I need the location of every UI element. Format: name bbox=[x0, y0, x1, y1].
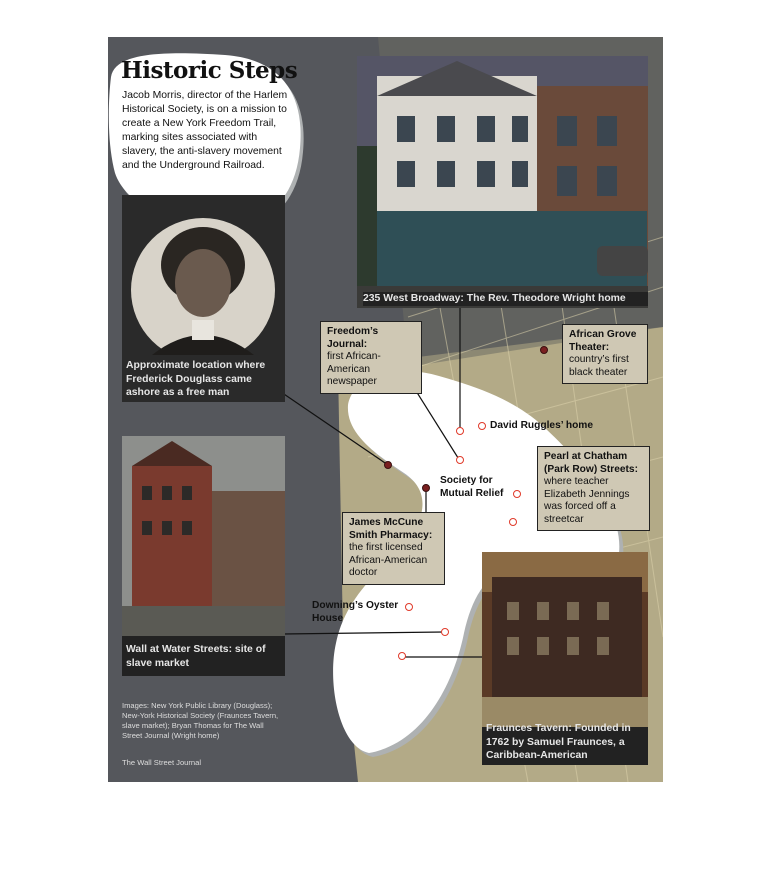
pin-pearl-chatham[interactable] bbox=[509, 518, 517, 526]
callout-freedoms-journal-text: first African-American newspaper bbox=[327, 351, 381, 387]
caption-wright-home: 235 West Broadway: The Rev. Theodore Wright home bbox=[363, 292, 648, 306]
portrait-illustration bbox=[122, 195, 285, 355]
callout-pearl-chatham bbox=[537, 446, 650, 531]
label-ruggles: David Ruggles’ home bbox=[490, 420, 594, 431]
pin-slave-market[interactable] bbox=[441, 628, 449, 636]
pin-society[interactable] bbox=[513, 490, 521, 498]
pin-mccune-smith[interactable] bbox=[422, 484, 430, 492]
graphic bbox=[108, 37, 663, 782]
caption-douglass: Approximate location where Frederick Douglass came ashore as a free man bbox=[126, 360, 266, 398]
pin-wright-home[interactable] bbox=[456, 427, 464, 435]
callout-african-grove-text: country’s first black theater bbox=[569, 354, 629, 378]
label-society: Society for Mutual Relief bbox=[440, 475, 504, 499]
photo-fraunces bbox=[482, 552, 648, 765]
caption-fraunces: Fraunces Tavern: Founded in 1762 by Samuel Fraunces, a Caribbean-American bbox=[486, 723, 631, 761]
photo-douglass bbox=[122, 195, 285, 402]
tavern-illustration bbox=[482, 552, 648, 727]
callout-mccune-text: the first licensed African-American doctor bbox=[349, 542, 428, 578]
callout-freedoms-journal bbox=[320, 321, 422, 394]
callout-pearl-text: where teacher Elizabeth Jennings was forced off a streetcar bbox=[544, 476, 630, 525]
pin-african-grove[interactable] bbox=[540, 346, 548, 354]
street-illustration bbox=[122, 436, 285, 636]
label-downing: Downing’s Oyster House bbox=[312, 600, 399, 624]
caption-slave-market: Wall at Water Streets: site of slave market bbox=[126, 644, 266, 669]
intro-text: Jacob Morris, director of the Harlem Historical Society, is on a mission to create a New York Freedom Trail, marking sites associated with slavery, the anti-slavery movement and the Underground Railroad. bbox=[122, 90, 288, 171]
pin-fraunces[interactable] bbox=[398, 652, 406, 660]
building-illustration bbox=[357, 56, 648, 308]
image-credits: Images: New York Public Library (Douglass); New-York Historical Society (Fraunces Tavern, slave market); Bryan Thomas for The Wall Street Journal (Wright home) bbox=[122, 701, 279, 740]
callout-pearl-title: Pearl at Chatham (Park Row) Streets: bbox=[544, 451, 638, 475]
callout-mccune-smith bbox=[342, 512, 445, 585]
callout-freedoms-journal-title: Freedom’s Journal: bbox=[327, 326, 379, 350]
pin-douglass[interactable] bbox=[384, 461, 392, 469]
source-credit: The Wall Street Journal bbox=[122, 758, 202, 767]
photo-slave-market bbox=[122, 436, 285, 676]
pin-ruggles[interactable] bbox=[478, 422, 486, 430]
pin-downing[interactable] bbox=[405, 603, 413, 611]
callout-african-grove-title: African Grove Theater: bbox=[569, 329, 637, 353]
pin-freedoms-journal[interactable] bbox=[456, 456, 464, 464]
callout-african-grove bbox=[562, 324, 648, 384]
page-title: Historic Steps bbox=[121, 57, 298, 84]
photo-wright-home bbox=[357, 56, 648, 308]
callout-mccune-title: James McCune Smith Pharmacy: bbox=[349, 517, 433, 541]
